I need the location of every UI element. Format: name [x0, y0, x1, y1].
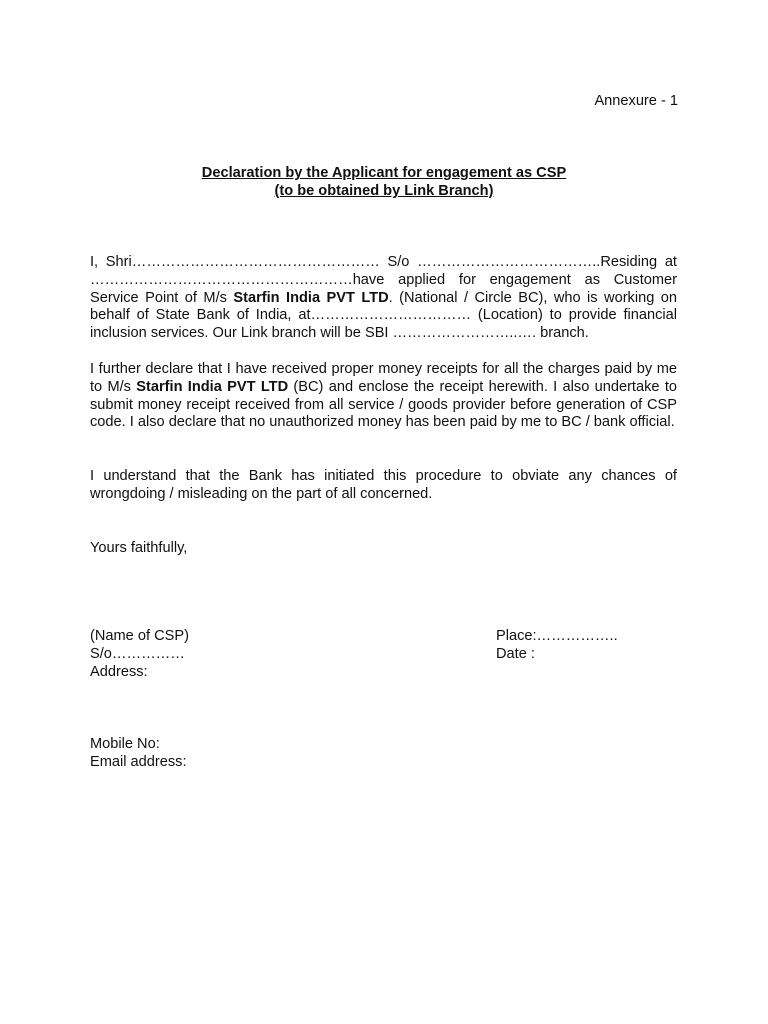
contact-block [90, 736, 187, 772]
declaration-paragraph-3: I understand that the Bank has initiated this procedure to obviate any chances of wrongdoing / misleading on the part of all concerned. [90, 468, 677, 502]
para2-text-end: (BC) and enclose the receipt herewith. I also undertake to submit money receipt received from all service / goods provider before generation of CSP code. I also declare that no unauthorized money has been paid by me to BC / bank official. [90, 378, 677, 431]
address-label: Address: [90, 663, 148, 680]
date-label: Date : [496, 645, 535, 662]
mobile-label: Mobile No: [90, 736, 160, 752]
son-of-label: S/o…………… [90, 645, 185, 662]
heading-subtitle: (to be obtained by Link Branch) [274, 182, 494, 199]
place-label: Place:…………….. [496, 628, 618, 644]
document-heading [90, 165, 678, 201]
para2-text-start: I further declare that I have received proper money receipts for all the charges paid by me to M/s [90, 361, 677, 395]
para1-text-start: I, Shri…………………………………………… S/o ………………………………..Residing at ………………………………………………have applied for engagement as Customer Service Point of M/s [90, 254, 677, 306]
signature-block [90, 628, 189, 681]
declaration-paragraph-2 [90, 361, 677, 432]
para2-company-name: Starfin India PVT LTD [136, 378, 289, 395]
annexure-label: Annexure - 1 [594, 93, 678, 109]
csp-name-label: (Name of CSP) [90, 628, 189, 644]
para1-company-name: Starfin India PVT LTD [233, 289, 389, 306]
heading-title: Declaration by the Applicant for engagement as CSP [201, 165, 567, 181]
email-label: Email address: [90, 753, 187, 770]
place-date-block [496, 628, 618, 664]
closing-salutation: Yours faithfully, [90, 540, 188, 556]
declaration-paragraph-1 [90, 254, 677, 343]
para1-text-end: . (National / Circle BC), who is working on behalf of State Bank of India, at…………………………… (Location) to provide financial inclusion services. Our Link branch will be SBI ……………………..…. branch. [90, 289, 677, 342]
